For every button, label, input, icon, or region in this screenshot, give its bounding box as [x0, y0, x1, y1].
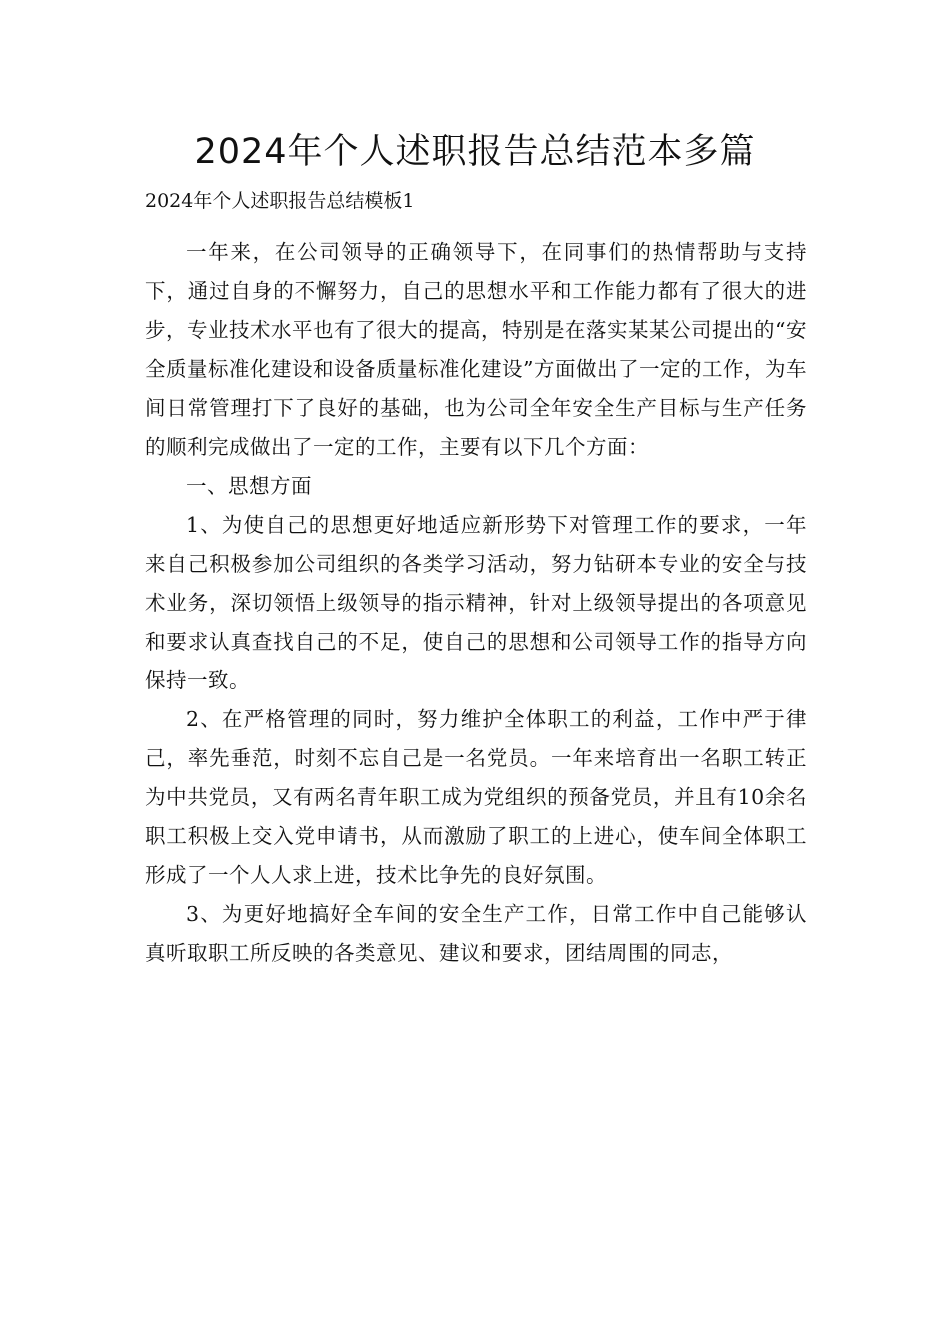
paragraph-intro: 一年来，在公司领导的正确领导下，在同事们的热情帮助与支持下，通过自身的不懈努力，自己的思想水平和工作能力都有了很大的进步，专业技术水平也有了很大的提高，特别是在落实某某公司提出的“安全质量标准化建设和设备质量标准化建设”方面做出了一定的工作，为车间日常管理打下了良好的基础，也为公司全年安全生产目标与生产任务的顺利完成做出了一定的工作，主要有以下几个方面： — [145, 240, 807, 459]
document-body — [145, 233, 807, 973]
section-subtitle: 2024年个人述职报告总结模板1 — [145, 190, 415, 212]
section-heading-thought: 一、思想方面 — [186, 473, 312, 498]
paragraph-item-2: 2、在严格管理的同时，努力维护全体职工的利益，工作中严于律己，率先垂范，时刻不忘自己是一名党员。一年来培育出一名职工转正为中共党员，又有两名青年职工成为党组织的预备党员，并且有10余名职工积极上交入党申请书，从而激励了职工的上进心，使车间全体职工形成了一个人人求上进，技术比争先的良好氛围。 — [145, 707, 807, 888]
paragraph-item-1: 1、为使自己的思想更好地适应新形势下对管理工作的要求，一年来自己积极参加公司组织的各类学习活动，努力钻研本专业的安全与技术业务，深切领悟上级领导的指示精神，针对上级领导提出的各项意见和要求认真查找自己的不足，使自己的思想和公司领导工作的指导方向保持一致。 — [145, 512, 807, 693]
document-title: 2024年个人述职报告总结范本多篇 — [194, 132, 756, 172]
paragraph-item-3: 3、为更好地搞好全车间的安全生产工作，日常工作中自己能够认真听取职工所反映的各类意见、建议和要求，团结周围的同志， — [145, 902, 807, 966]
